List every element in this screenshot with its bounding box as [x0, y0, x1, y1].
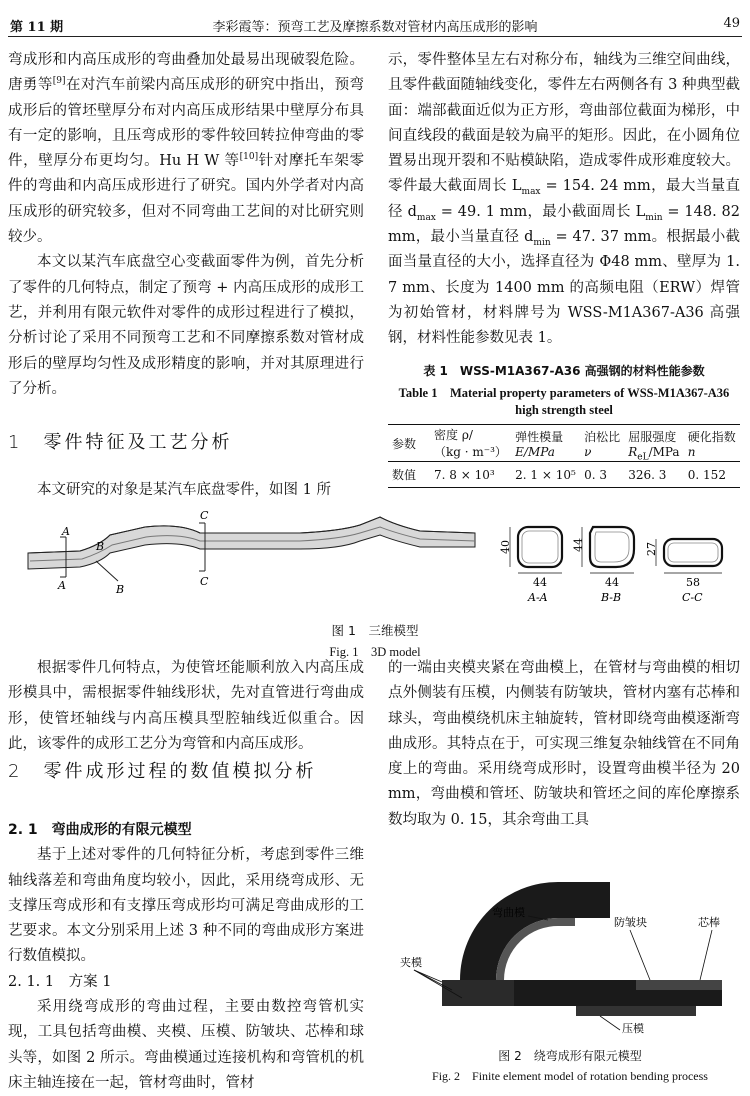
section-a-a	[499, 527, 562, 604]
citation[interactable]: [10]	[239, 152, 259, 163]
paragraph: 弯成形和内高压成形的弯曲叠加处最易出现破裂危险。唐勇等[9]在对汽车前梁内高压成形的研究中指出，预弯成形后的管坯壁厚分布对内高压成形结果中壁厚分布具有一定的影响，且压弯成形的零件较回转拉伸弯曲的零件，壁厚分布更均匀。Hu H W 等[10]针对摩托车架零件的弯曲和内高压成形进行了研究。国内外学者对内高压成形的研究较多，但对不同弯曲工艺间的对比研究则较少。	[8, 52, 365, 246]
paragraph: 本文研究的对象是某汽车底盘零件，如图 1 所	[37, 482, 331, 498]
dim-b-w: 44	[605, 576, 619, 589]
dim-c-w: 58	[686, 576, 700, 589]
header-yield: 屈服强度 $R_{eL}$/MPa	[628, 429, 680, 462]
name-b-b: B-B	[601, 591, 622, 604]
left-column-upper	[8, 48, 364, 402]
paragraph: 基于上述对零件的几何特征分析，考虑到零件三维轴线落差和弯曲角度均较小，因此，采用绕弯成形、无支撑压弯成形和有支撑压弯成形均可满足弯曲成形的工艺要求。本文分别采用上述 3 种不同的弯曲成形方案进行数值模拟。	[8, 847, 364, 965]
paragraph: 示，零件整体呈左右对称分布，轴线为三维空间曲线，且零件截面随轴线变化，零件左右两侧各有 3 种典型截面：端部截面近似为正方形，弯曲部位截面为梯形，中间直线段的截面是较为扁平的矩形。因此，在小圆角位置易出现开裂和不贴模缺陷，造成零件成形难度较大。零件最大截面周长 $L_{max} = 154$. 24 mm，最大当量直径 $d_{max} = 49$. 1 mm，最小截面周长 $L_{min} = 148$. 82 mm，最小当量直径 $d_{min} = 47$. 37 mm。根据最小截面当量直径的大小，选择直径为 Φ48 mm、壁厚为 1. 7 mm、长度为 1400 mm 的高频电阻（ERW）焊管为初始管材，材料牌号为 WSS-M1A367-A36 高强钢，材料性能参数见表 1。	[388, 52, 740, 347]
wiper-die	[636, 980, 722, 990]
section-c-c	[645, 539, 722, 604]
table-caption-cn: 表 1 WSS-M1A367-A36 高强钢的材料性能参数	[423, 364, 705, 378]
figure-2	[400, 820, 740, 1085]
header-param: 参数	[392, 436, 417, 451]
subsection-heading-2-1-1: 2. 1. 1 方案 1	[8, 973, 112, 990]
label-wiper-die: 防皱块	[614, 916, 647, 929]
figure-2-caption-en: Fig. 2 Finite element model of rotation bending process	[432, 1069, 708, 1083]
pressure-die	[576, 1006, 696, 1016]
left-column-intro	[8, 478, 364, 503]
label-c-top: C	[200, 509, 209, 522]
table-1	[388, 362, 740, 488]
issue-number: 第 11 期	[10, 20, 64, 35]
label-a-top: A	[62, 525, 70, 538]
header-density: 密度 ρ/ （kg · m⁻³）	[434, 428, 507, 459]
running-header	[10, 12, 740, 36]
paragraph: 的一端由夹模夹紧在弯曲模上，在管材与弯曲模的相切点外侧装有压模，内侧装有防皱块，管材内塞有芯棒和球头，弯曲模绕机床主轴旋转，管材即绕弯曲模逐渐弯曲成形。其特点在于，可实现三维复杂轴线管在不同角度上的弯曲。采用绕弯成形时，设置弯曲模半径为 20 mm，弯曲模和管坯、防皱块和管坯之间的库伦摩擦系数均取为 0. 15，其余弯曲工具	[388, 660, 740, 828]
label-mandrel: 芯棒	[698, 916, 720, 929]
label-pressure-die: 压模	[622, 1022, 644, 1035]
dim-a-h: 40	[499, 540, 512, 554]
label-c-bottom: C	[200, 575, 209, 588]
label-bending-die: 弯曲模	[492, 906, 525, 919]
dim-a-w: 44	[533, 576, 547, 589]
subsection-heading-2-1: 2. 1 弯曲成形的有限元模型	[8, 822, 192, 838]
header-poisson: 泊松比 ν	[584, 429, 621, 459]
header-modulus: 弹性模量 E/MPa	[515, 429, 564, 459]
right-column-lower	[388, 656, 740, 833]
label-b-bottom: B	[116, 583, 125, 596]
material-table	[388, 424, 740, 488]
paragraph: 本文以某汽车底盘空心变截面零件为例，首先分析了零件的几何特点，制定了预弯 + 内高压成形的成形工艺，并利用有限元软件对零件的成形过程进行了模拟，分析讨论了采用不同预弯工艺和不同摩擦系数对管材成形后的壁厚均匀性及成形精度的影响，并对其原理进行了分析。	[8, 254, 364, 397]
header-hardening: 硬化指数 n	[687, 429, 736, 459]
table-row: 数值 7. 8 × 10³ 2. 1 × 10⁵ 0. 3 326. 3 0. 152	[392, 467, 726, 482]
name-c-c: C-C	[682, 591, 703, 604]
table-header-row	[388, 425, 740, 462]
label-clamp-die: 夹模	[400, 956, 422, 969]
figure-2-drawing	[400, 820, 740, 1035]
section-heading-2: 2 零件成形过程的数值模拟分析	[8, 761, 317, 782]
table-caption-en-2: high strength steel	[515, 403, 613, 417]
figure-1-caption-cn: 图 1 三维模型	[331, 623, 419, 638]
label-b-top: B	[96, 540, 105, 553]
right-column-upper	[388, 48, 740, 352]
section-heading-1: 1 零件特征及工艺分析	[8, 432, 233, 453]
dim-c-h: 27	[645, 542, 658, 556]
figure-1	[0, 505, 750, 659]
running-title: 李彩霞等：预弯工艺及摩擦系数对管材内高压成形的影响	[212, 20, 538, 35]
left-column-lower	[8, 656, 364, 757]
page-number: 49	[723, 16, 740, 31]
paragraph: 根据零件几何特点，为使管坯能顺利放入内高压成形模具中，需根据零件轴线形状，先对直管进行弯曲成形，使管坯轴线与内高压模具型腔轴线近似重合。因此，该零件的成形工艺分为弯管和内高压成形。	[8, 660, 364, 752]
header-rule	[8, 36, 742, 37]
figure-1-drawing	[0, 505, 750, 613]
citation[interactable]: [9]	[52, 76, 66, 87]
figure-1-caption-en: Fig. 1 3D model	[329, 645, 421, 659]
section-b-b	[572, 527, 634, 604]
table-caption-en: Table 1 Material property parameters of WSS-M1A367-A36	[398, 386, 730, 400]
figure-2-caption-cn: 图 2 绕弯成形有限元模型	[498, 1049, 642, 1063]
name-a-a: A-A	[528, 591, 548, 604]
dim-b-h: 44	[572, 538, 585, 552]
left-column-section-2	[8, 818, 364, 1096]
paragraph: 采用绕弯成形的弯曲过程，主要由数控弯管机实现，工具包括弯曲模、夹模、压模、防皱块、芯棒和球头等，如图 2 所示。弯曲模通过连接机构和弯管机的机床主轴连接在一起，管材弯曲时，管材	[8, 999, 364, 1091]
label-a-bottom: A	[58, 579, 66, 592]
